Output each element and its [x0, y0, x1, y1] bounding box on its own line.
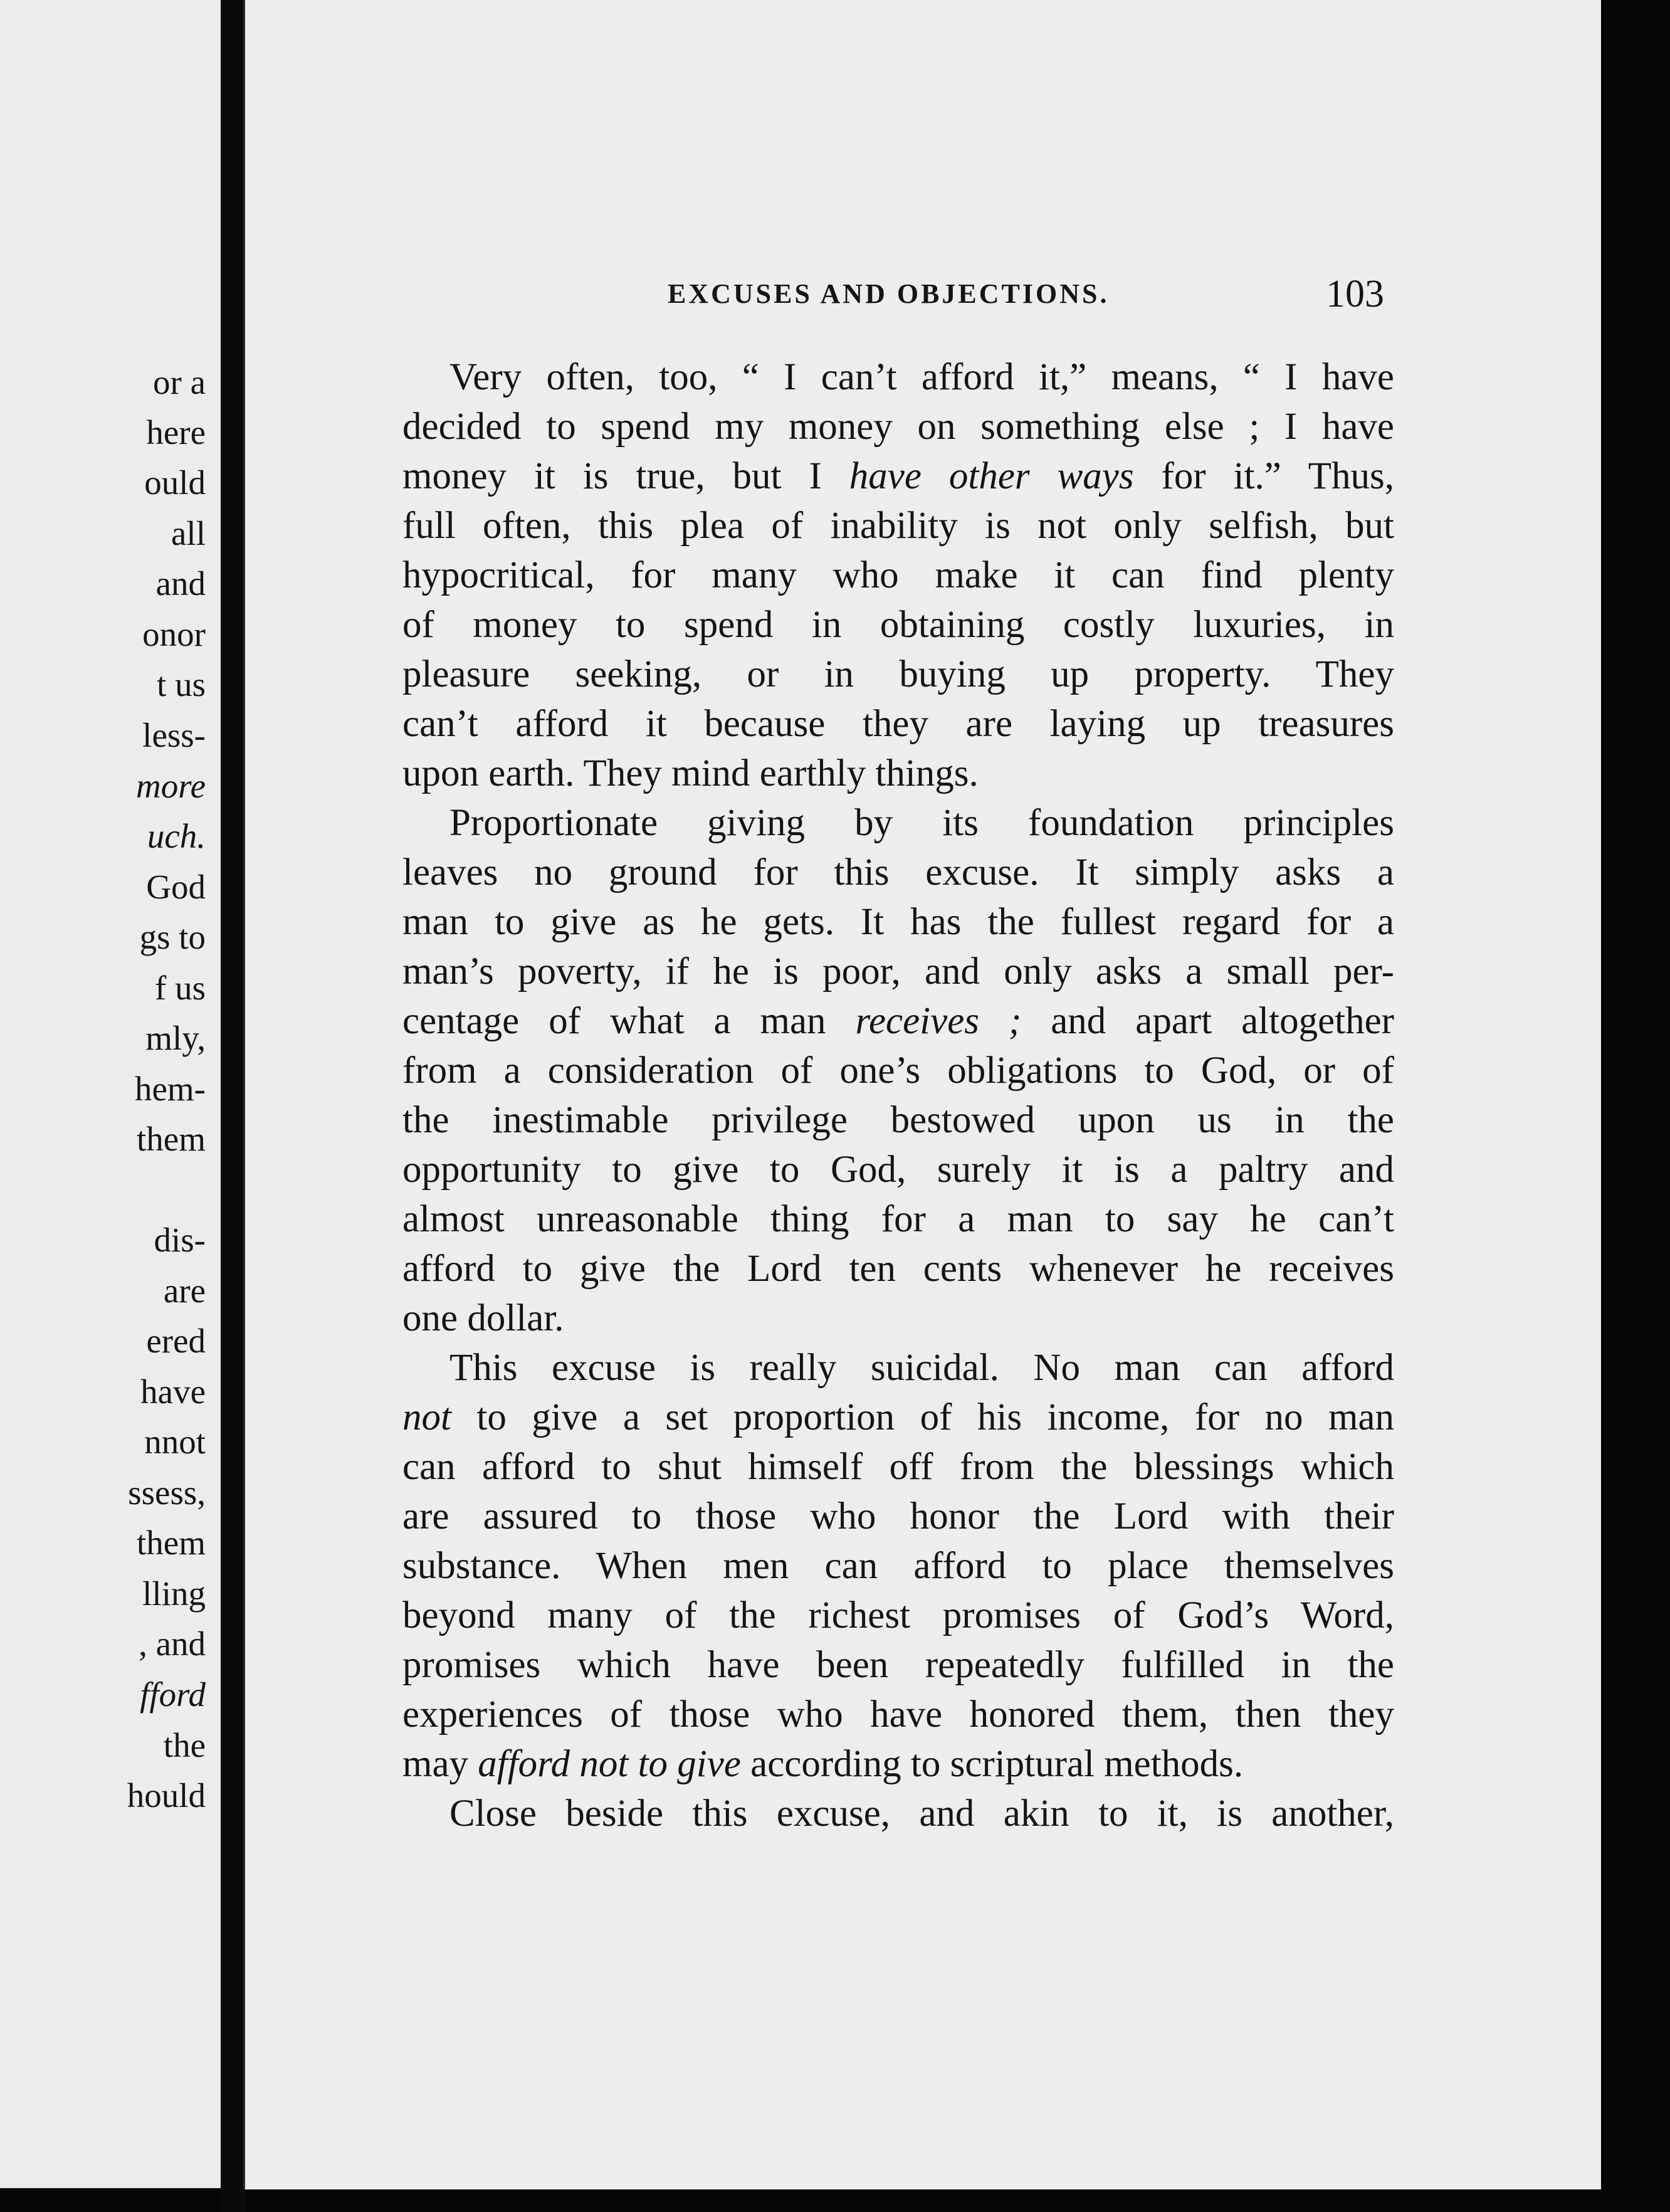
text-line: can’t afford it because they are laying up treasures [402, 703, 1394, 745]
italic-emphasis: not [402, 1396, 451, 1438]
left-page-line-fragment: or a [153, 363, 206, 401]
left-page-line-fragment: mly, [145, 1019, 206, 1057]
text-line: Close beside this excuse, and akin to it, is another, [449, 1793, 1394, 1835]
paragraph [402, 352, 1394, 798]
left-page-line-fragment: are [163, 1272, 206, 1310]
text-line: decided to spend my money on something else ; I have [402, 406, 1394, 448]
left-page-line-fragment: nnot [144, 1423, 206, 1461]
italic-emphasis: receives ; [855, 1000, 1022, 1042]
text-line: leaves no ground for this excuse. It simply asks a [402, 851, 1394, 893]
book-gutter [221, 0, 246, 2212]
left-page-line-fragment: the [163, 1726, 206, 1764]
left-page-line-fragment: ssess, [128, 1473, 206, 1512]
left-page-line-fragment: them [137, 1524, 206, 1562]
left-page-line-fragment: hem- [134, 1070, 206, 1108]
text-line: can afford to shut himself off from the blessings which [402, 1446, 1394, 1488]
italic-emphasis: have other ways [849, 455, 1134, 497]
left-page-line-fragment: all [171, 514, 206, 552]
paragraph [402, 798, 1394, 1343]
left-page-line-fragment: gs to [139, 918, 206, 956]
left-page-line-fragment: uch. [147, 817, 206, 855]
left-page-line-fragment: dis- [154, 1221, 206, 1259]
text-line: man’s poverty, if he is poor, and only asks a small per- [402, 951, 1394, 993]
text-line: beyond many of the richest promises of God’s Word, [402, 1594, 1394, 1636]
text-line: This excuse is really suicidal. No man can afford [449, 1347, 1394, 1389]
text-line: afford to give the Lord ten cents whenever he receives [402, 1248, 1394, 1290]
page-number: 103 [1326, 273, 1384, 315]
left-page-line-fragment: ould [144, 463, 206, 502]
scan-border [1601, 0, 1670, 2212]
left-page-line-fragment: hould [127, 1776, 206, 1814]
body-text [402, 352, 1394, 1838]
left-page-line-fragment: more [136, 767, 206, 805]
paragraph [402, 1343, 1394, 1789]
text-line: one dollar. [402, 1297, 564, 1339]
left-page-line-fragment: , and [139, 1625, 206, 1663]
text-line: hypocritical, for many who make it can find plenty [402, 554, 1394, 596]
facing-page-left [0, 0, 242, 2188]
text-line: Proportionate giving by its foundation principles [449, 802, 1394, 844]
left-page-line-fragment: here [146, 413, 206, 451]
text-line: Very often, too, “ I can’t afford it,” means, “ I have [449, 356, 1394, 398]
text-line: man to give as he gets. It has the fullest regard for a [402, 901, 1394, 943]
text-line: may afford not to give according to scriptural methods. [402, 1743, 1244, 1785]
text-line: not to give a set proportion of his income, for no man [402, 1396, 1394, 1438]
text-line: are assured to those who honor the Lord with their [402, 1495, 1394, 1537]
text-line: substance. When men can afford to place themselves [402, 1545, 1394, 1587]
left-page-line-fragment: fford [140, 1675, 206, 1714]
left-page-line-fragment: lling [142, 1574, 206, 1613]
left-page-line-fragment: God [146, 868, 206, 906]
text-line: money it is true, but I have other ways for it.” Thus, [402, 455, 1394, 497]
italic-emphasis: afford not to give [478, 1743, 741, 1785]
text-line: pleasure seeking, or in buying up property. They [402, 653, 1394, 695]
running-head: EXCUSES AND OBJECTIONS. [668, 278, 1110, 309]
text-line: from a consideration of one’s obligations to God, or of [402, 1050, 1394, 1092]
text-line: experiences of those who have honored them, then they [402, 1693, 1394, 1735]
text-line: promises which have been repeatedly fulfilled in the [402, 1644, 1394, 1686]
left-page-line-fragment: ered [146, 1322, 206, 1360]
text-line: almost unreasonable thing for a man to say he can’t [402, 1198, 1394, 1240]
text-line: full often, this plea of inability is not only selfish, but [402, 505, 1394, 547]
text-line: of money to spend in obtaining costly luxuries, in [402, 604, 1394, 646]
left-page-line-fragment: onor [142, 615, 206, 653]
left-page-line-fragment: t us [157, 665, 206, 703]
text-line: the inestimable privilege bestowed upon us in the [402, 1099, 1394, 1141]
left-page-line-fragment: less- [142, 716, 206, 754]
left-page-line-fragment: them [137, 1120, 206, 1158]
left-page-line-fragment: have [140, 1372, 206, 1411]
left-page-line-fragment: f us [155, 969, 206, 1007]
text-line: upon earth. They mind earthly things. [402, 752, 979, 794]
paragraph [402, 1789, 1394, 1838]
text-line: centage of what a man receives ; and apart altogether [402, 1000, 1394, 1042]
left-page-line-fragment: and [155, 564, 206, 603]
text-line: opportunity to give to God, surely it is a paltry and [402, 1149, 1394, 1191]
